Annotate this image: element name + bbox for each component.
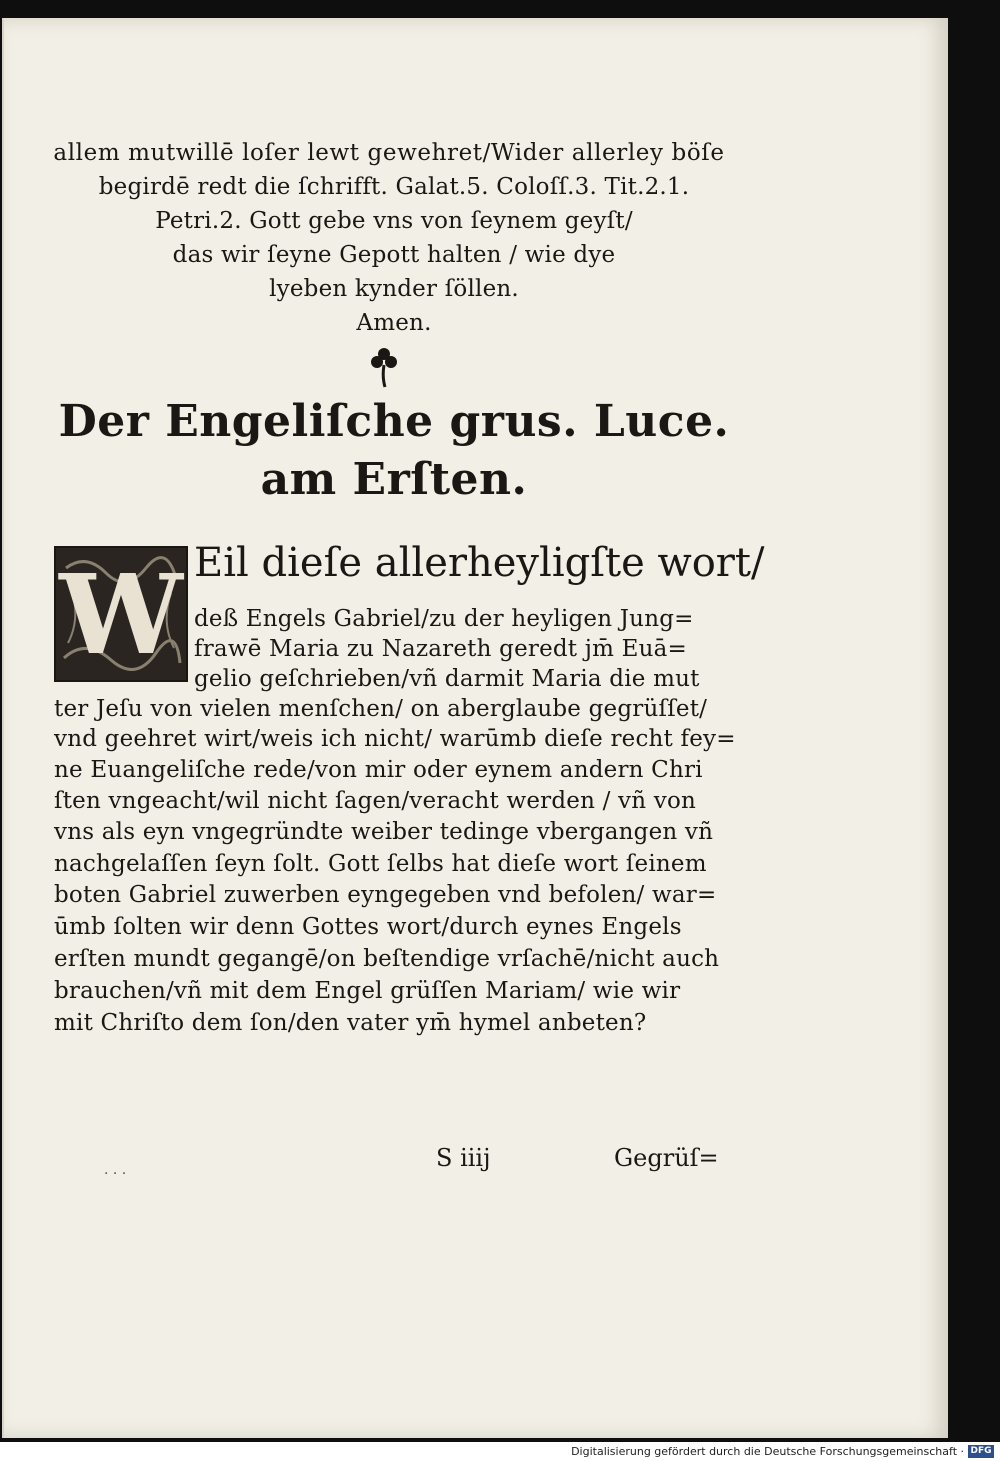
body-line: ūmb ſolten wir denn Gottes wort/durch eynes Engels — [54, 914, 682, 940]
body-line: erſten mundt gegangē/on beſtendige vrſachē/nicht auch — [54, 946, 720, 972]
text-line-4: das wir ſeyne Gepott halten / wie dye — [172, 242, 616, 268]
catchword: Gegrüſ= — [614, 1144, 719, 1172]
text-line-amen: Amen. — [356, 310, 432, 336]
body-line: deß Engels Gabriel/zu der heyligen Jung= — [194, 606, 694, 632]
body-line: ter Jeſu von vielen menſchen/ on aberglaube gegrüſſet/ — [54, 696, 708, 722]
section-heading-line-1: Der Engeliſche grus. Luce. — [58, 396, 730, 447]
text-line-3: Petri.2. Gott gebe vns von ſeynem geyſt/ — [155, 208, 633, 234]
body-line: vns als eyn vngegründte weiber tedinge vbergangen vñ — [54, 819, 714, 845]
decorated-initial — [54, 546, 188, 682]
body-line: boten Gabriel zuwerben eyngegeben vnd befolen/ war= — [54, 882, 717, 908]
body-line: brauchen/vñ mit dem Engel grüſſen Mariam/ wie wir — [54, 978, 681, 1004]
body-line: ſten vngeacht/wil nicht ſagen/veracht werden / vñ von — [54, 788, 697, 814]
dfg-logo-icon[interactable]: DFG — [968, 1445, 994, 1458]
section-heading-line-2: am Erſten. — [260, 454, 528, 505]
footer-bar — [0, 1442, 1000, 1461]
text-line-5: lyeben kynder ſöllen. — [269, 276, 519, 302]
text-line-1: allem mutwillē loſer lewt gewehret/Wider allerley böſe — [53, 140, 725, 166]
body-line: frawē Maria zu Nazareth geredt jm̄ Euā= — [194, 636, 688, 662]
footer-credit: Digitalisierung gefördert durch die Deutsche Forschungsgemeinschaft · — [571, 1445, 964, 1458]
body-line: nachgelaſſen ſeyn ſolt. Gott ſelbs hat dieſe wort ſeinem — [54, 851, 707, 877]
body-line: vnd geehret wirt/weis ich nicht/ warūmb dieſe recht fey= — [54, 726, 736, 752]
initial-letter: W — [59, 549, 183, 679]
ink-specks: · · · — [104, 1166, 127, 1182]
fleuron-ornament — [370, 345, 398, 389]
book-page — [2, 18, 948, 1438]
text-line-2: begirdē redt die ſchrifft. Galat.5. Coloſſ.3. Tit.2.1. — [98, 174, 690, 200]
body-line: gelio geſchrieben/vñ darmit Maria die mut — [194, 666, 700, 692]
body-line: mit Chriſto dem ſon/den vater ym̄ hymel anbeten? — [54, 1010, 647, 1036]
body-line: ne Euangeliſche rede/von mir oder eynem andern Chri — [54, 757, 703, 783]
signature-mark: S iiij — [436, 1144, 491, 1172]
first-text-line: Eil dieſe allerheyligſte wort/ — [194, 540, 765, 586]
